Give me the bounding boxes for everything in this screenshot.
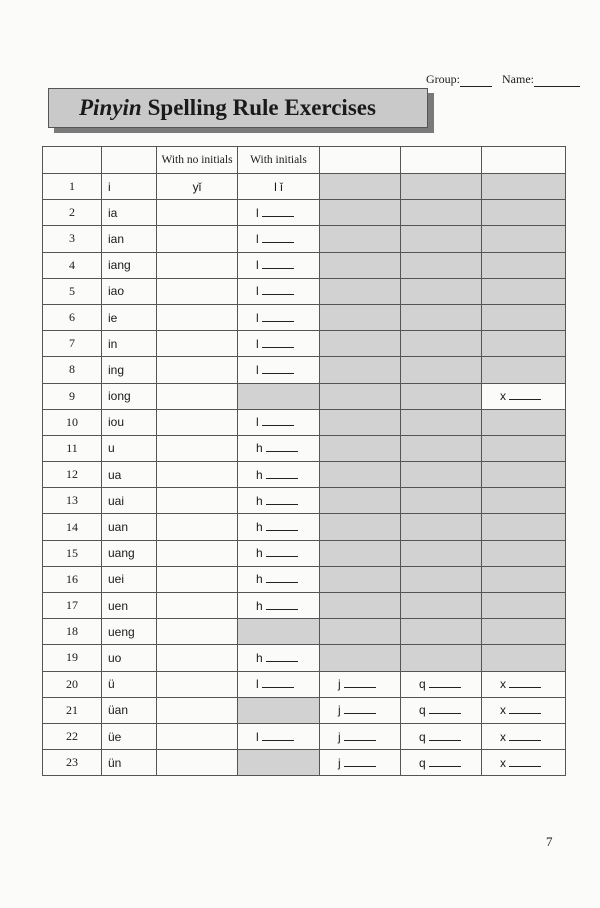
answer-blank-line[interactable] (429, 730, 461, 741)
row-final: uen (102, 593, 157, 619)
answer-initial-4 (482, 514, 566, 540)
group-field (426, 72, 492, 87)
row-number: 6 (43, 304, 102, 330)
answer-initial-4 (482, 488, 566, 514)
initial-letter: q (419, 677, 426, 692)
row-number: 21 (43, 697, 102, 723)
student-info-header (380, 72, 580, 87)
answer-blank-line[interactable] (262, 415, 294, 426)
answer-initial-2 (320, 357, 401, 383)
answer-initial-2[interactable] (320, 750, 401, 776)
answer-initial-1[interactable] (238, 252, 320, 278)
answer-no-initials[interactable] (157, 383, 238, 409)
answer-blank-line[interactable] (262, 363, 294, 374)
initial-letter: x (500, 755, 506, 770)
answer-initial-4 (482, 462, 566, 488)
answer-initial-3 (401, 514, 482, 540)
answer-initial-2[interactable] (320, 671, 401, 697)
answer-initial-4 (482, 435, 566, 461)
answer-initial-3 (401, 383, 482, 409)
answer-blank-line[interactable] (266, 441, 298, 452)
table-row (43, 278, 566, 304)
initial-letter: l (256, 362, 259, 377)
answer-initial-4 (482, 278, 566, 304)
row-final: üe (102, 723, 157, 749)
initial-letter: h (256, 467, 263, 482)
initial-letter: j (338, 755, 341, 770)
answer-initial-3 (401, 200, 482, 226)
answer-blank-line[interactable] (262, 284, 294, 295)
table-row (43, 488, 566, 514)
exercise-table (42, 146, 566, 776)
answer-initial-3 (401, 174, 482, 200)
row-number: 5 (43, 278, 102, 304)
row-final: ün (102, 750, 157, 776)
row-final: in (102, 331, 157, 357)
answer-initial-4 (482, 566, 566, 592)
row-number: 9 (43, 383, 102, 409)
answer-blank-line[interactable] (262, 677, 294, 688)
answer-initial-3[interactable] (401, 723, 482, 749)
initial-letter: j (338, 677, 341, 692)
answer-initial-1[interactable] (238, 671, 320, 697)
row-final: ua (102, 462, 157, 488)
answer-initial-4 (482, 645, 566, 671)
answer-initial-1[interactable] (238, 435, 320, 461)
row-final: uan (102, 514, 157, 540)
answer-initial-1 (238, 750, 320, 776)
answer-initial-4 (482, 200, 566, 226)
answer-initial-4 (482, 174, 566, 200)
answer-initial-2 (320, 331, 401, 357)
answer-initial-2 (320, 435, 401, 461)
initial-letter: h (256, 650, 263, 665)
row-number: 15 (43, 540, 102, 566)
answer-blank-line[interactable] (266, 599, 298, 610)
initial-letter: j (338, 729, 341, 744)
row-number: 2 (43, 200, 102, 226)
answer-no-initials[interactable] (157, 697, 238, 723)
answer-initial-3 (401, 462, 482, 488)
answer-blank-line[interactable] (262, 730, 294, 741)
answer-initial-2 (320, 304, 401, 330)
table-row (43, 723, 566, 749)
answer-blank-line[interactable] (266, 572, 298, 583)
answer-initial-4[interactable] (482, 671, 566, 697)
initial-letter: l (256, 336, 259, 351)
answer-blank-line[interactable] (266, 468, 298, 479)
answer-initial-1[interactable] (238, 331, 320, 357)
answer-initial-1[interactable] (238, 357, 320, 383)
answer-initial-3 (401, 619, 482, 645)
initial-letter: h (256, 441, 263, 456)
answer-initial-4 (482, 226, 566, 252)
initial-letter: x (500, 703, 506, 718)
row-number: 20 (43, 671, 102, 697)
row-number: 4 (43, 252, 102, 278)
initial-letter: h (256, 598, 263, 613)
initial-letter: l (256, 310, 259, 325)
answer-initial-4 (482, 409, 566, 435)
answer-initial-2 (320, 462, 401, 488)
answer-no-initials[interactable] (157, 226, 238, 252)
group-label: Group: (426, 72, 460, 86)
row-number: 1 (43, 174, 102, 200)
header-cell-extra-3 (482, 147, 566, 174)
answer-blank-line[interactable] (429, 703, 461, 714)
answer-blank-line[interactable] (344, 756, 376, 767)
answer-initial-3 (401, 304, 482, 330)
answer-initial-2 (320, 278, 401, 304)
answer-initial-3 (401, 593, 482, 619)
initial-letter: h (256, 572, 263, 587)
answer-initial-1[interactable] (238, 226, 320, 252)
answer-initial-3[interactable] (401, 750, 482, 776)
table-row (43, 174, 566, 200)
answer-blank-line[interactable] (509, 730, 541, 741)
answer-initial-4 (482, 593, 566, 619)
answer-initial-3 (401, 566, 482, 592)
answer-no-initials[interactable] (157, 357, 238, 383)
answer-no-initials[interactable] (157, 671, 238, 697)
page-title (48, 88, 428, 128)
table-row (43, 357, 566, 383)
answer-initial-1[interactable] (238, 723, 320, 749)
answer-blank-line[interactable] (262, 206, 294, 217)
answer-initial-2 (320, 226, 401, 252)
answer-initial-2 (320, 488, 401, 514)
answer-initial-3[interactable] (401, 697, 482, 723)
answer-initial-2[interactable] (320, 697, 401, 723)
answer-blank-line[interactable] (429, 756, 461, 767)
title-italic: Pinyin (79, 95, 142, 120)
answer-no-initials[interactable] (157, 331, 238, 357)
answer-blank-line[interactable] (266, 546, 298, 557)
answer-initial-4 (482, 619, 566, 645)
initial-letter: x (500, 729, 506, 744)
initial-letter: q (419, 729, 426, 744)
row-final: uei (102, 566, 157, 592)
answer-no-initials[interactable] (157, 409, 238, 435)
table-row (43, 252, 566, 278)
table-row (43, 619, 566, 645)
initial-letter: x (500, 389, 506, 404)
answer-no-initials[interactable] (157, 593, 238, 619)
table-row (43, 200, 566, 226)
header-cell-num (43, 147, 102, 174)
table-row (43, 540, 566, 566)
answer-no-initials[interactable] (157, 435, 238, 461)
page-number: 7 (546, 834, 553, 849)
initial-letter: h (256, 493, 263, 508)
answer-initial-4[interactable] (482, 750, 566, 776)
answer-blank-line[interactable] (509, 703, 541, 714)
header-cell-extra-2 (401, 147, 482, 174)
row-number: 13 (43, 488, 102, 514)
answer-initial-2 (320, 619, 401, 645)
answer-initial-3 (401, 540, 482, 566)
answer-no-initials[interactable] (157, 462, 238, 488)
table-row (43, 304, 566, 330)
initial-letter: q (419, 755, 426, 770)
row-number: 14 (43, 514, 102, 540)
answer-no-initials[interactable] (157, 252, 238, 278)
row-final: ian (102, 226, 157, 252)
table-row (43, 435, 566, 461)
answer-no-initials[interactable] (157, 723, 238, 749)
initial-letter: l (256, 415, 259, 430)
initial-letter: h (256, 520, 263, 535)
answer-initial-2 (320, 593, 401, 619)
answer-blank-line[interactable] (509, 677, 541, 688)
row-number: 12 (43, 462, 102, 488)
initial-letter: l (256, 729, 259, 744)
answer-initial-1[interactable] (238, 488, 320, 514)
row-number: 11 (43, 435, 102, 461)
answer-no-initials[interactable] (157, 514, 238, 540)
row-number: 3 (43, 226, 102, 252)
row-number: 16 (43, 566, 102, 592)
row-final: i (102, 174, 157, 200)
table-row (43, 226, 566, 252)
answer-initial-2 (320, 174, 401, 200)
initial-letter: q (419, 703, 426, 718)
answer-blank-line[interactable] (509, 756, 541, 767)
answer-initial-3 (401, 252, 482, 278)
header-cell-extra-1 (320, 147, 401, 174)
answer-blank-line[interactable] (262, 311, 294, 322)
answer-no-initials[interactable] (157, 304, 238, 330)
group-blank[interactable] (460, 75, 492, 87)
answer-blank-line[interactable] (344, 677, 376, 688)
answer-initial-1[interactable] (238, 462, 320, 488)
initial-letter: l (256, 284, 259, 299)
answer-blank-line[interactable] (262, 232, 294, 243)
row-final: üan (102, 697, 157, 723)
example-answer: l ǐ (274, 179, 283, 194)
answer-blank-line[interactable] (266, 520, 298, 531)
answer-no-initials[interactable] (157, 619, 238, 645)
answer-initial-1[interactable] (238, 566, 320, 592)
initial-letter: l (256, 258, 259, 273)
answer-initial-3 (401, 435, 482, 461)
answer-initial-3 (401, 278, 482, 304)
answer-no-initials[interactable] (157, 540, 238, 566)
row-final: uo (102, 645, 157, 671)
row-number: 7 (43, 331, 102, 357)
answer-initial-1[interactable] (238, 278, 320, 304)
table-row (43, 671, 566, 697)
row-final: iou (102, 409, 157, 435)
answer-initial-1[interactable] (238, 540, 320, 566)
answer-blank-line[interactable] (262, 337, 294, 348)
table-row (43, 645, 566, 671)
answer-blank-line[interactable] (266, 651, 298, 662)
header-with-initials: With initials (238, 147, 320, 174)
table-row (43, 593, 566, 619)
answer-initial-3 (401, 645, 482, 671)
answer-initial-1[interactable] (238, 593, 320, 619)
table-row (43, 514, 566, 540)
answer-blank-line[interactable] (429, 677, 461, 688)
answer-initial-3 (401, 488, 482, 514)
name-field (502, 72, 580, 87)
answer-initial-2 (320, 252, 401, 278)
answer-initial-3 (401, 226, 482, 252)
answer-initial-2 (320, 540, 401, 566)
answer-initial-4[interactable] (482, 723, 566, 749)
answer-no-initials[interactable] (157, 200, 238, 226)
row-final: ia (102, 200, 157, 226)
answer-initial-4 (482, 331, 566, 357)
answer-initial-1[interactable] (238, 174, 320, 200)
answer-initial-3[interactable] (401, 671, 482, 697)
answer-initial-1[interactable] (238, 409, 320, 435)
row-number: 22 (43, 723, 102, 749)
table-row (43, 409, 566, 435)
answer-initial-3 (401, 409, 482, 435)
header-no-initials: With no initials (157, 147, 238, 174)
answer-initial-1 (238, 697, 320, 723)
answer-blank-line[interactable] (344, 730, 376, 741)
row-number: 8 (43, 357, 102, 383)
name-blank[interactable] (534, 75, 580, 87)
initial-letter: l (256, 231, 259, 246)
answer-blank-line[interactable] (509, 389, 541, 400)
answer-initial-1[interactable] (238, 200, 320, 226)
initial-letter: l (256, 205, 259, 220)
row-number: 10 (43, 409, 102, 435)
row-final: iao (102, 278, 157, 304)
answer-initial-3 (401, 331, 482, 357)
answer-no-initials[interactable] (157, 278, 238, 304)
answer-initial-2 (320, 645, 401, 671)
answer-initial-2 (320, 566, 401, 592)
table-row (43, 566, 566, 592)
answer-initial-2 (320, 383, 401, 409)
answer-initial-1 (238, 383, 320, 409)
table-row (43, 462, 566, 488)
answer-initial-4[interactable] (482, 697, 566, 723)
initial-letter: j (338, 703, 341, 718)
row-final: ie (102, 304, 157, 330)
answer-blank-line[interactable] (262, 258, 294, 269)
answer-initial-1 (238, 619, 320, 645)
answer-no-initials[interactable] (157, 488, 238, 514)
row-final: iang (102, 252, 157, 278)
answer-no-initials[interactable] (157, 750, 238, 776)
row-final: ueng (102, 619, 157, 645)
answer-initial-1[interactable] (238, 514, 320, 540)
name-label: Name: (502, 72, 534, 86)
row-final: u (102, 435, 157, 461)
table-row (43, 331, 566, 357)
answer-initial-4[interactable] (482, 383, 566, 409)
row-final: iong (102, 383, 157, 409)
answer-initial-1[interactable] (238, 304, 320, 330)
answer-no-initials[interactable] (157, 645, 238, 671)
answer-no-initials[interactable]: yǐ (157, 174, 238, 200)
row-number: 19 (43, 645, 102, 671)
row-final: ing (102, 357, 157, 383)
answer-initial-4 (482, 357, 566, 383)
row-number: 17 (43, 593, 102, 619)
row-number: 18 (43, 619, 102, 645)
row-number: 23 (43, 750, 102, 776)
row-final: uai (102, 488, 157, 514)
answer-initial-2 (320, 200, 401, 226)
table-row (43, 383, 566, 409)
answer-initial-1[interactable] (238, 645, 320, 671)
answer-initial-2[interactable] (320, 723, 401, 749)
initial-letter: h (256, 546, 263, 561)
table-row (43, 697, 566, 723)
answer-initial-4 (482, 304, 566, 330)
answer-initial-2 (320, 514, 401, 540)
answer-initial-4 (482, 252, 566, 278)
answer-blank-line[interactable] (266, 494, 298, 505)
row-final: uang (102, 540, 157, 566)
initial-letter: l (256, 677, 259, 692)
row-final: ü (102, 671, 157, 697)
initial-letter: x (500, 677, 506, 692)
header-cell-final (102, 147, 157, 174)
answer-blank-line[interactable] (344, 703, 376, 714)
table-header-row (43, 147, 566, 174)
answer-initial-3 (401, 357, 482, 383)
title-text: Spelling Rule Exercises (147, 95, 376, 120)
table-row (43, 750, 566, 776)
answer-initial-4 (482, 540, 566, 566)
answer-no-initials[interactable] (157, 566, 238, 592)
answer-initial-2 (320, 409, 401, 435)
